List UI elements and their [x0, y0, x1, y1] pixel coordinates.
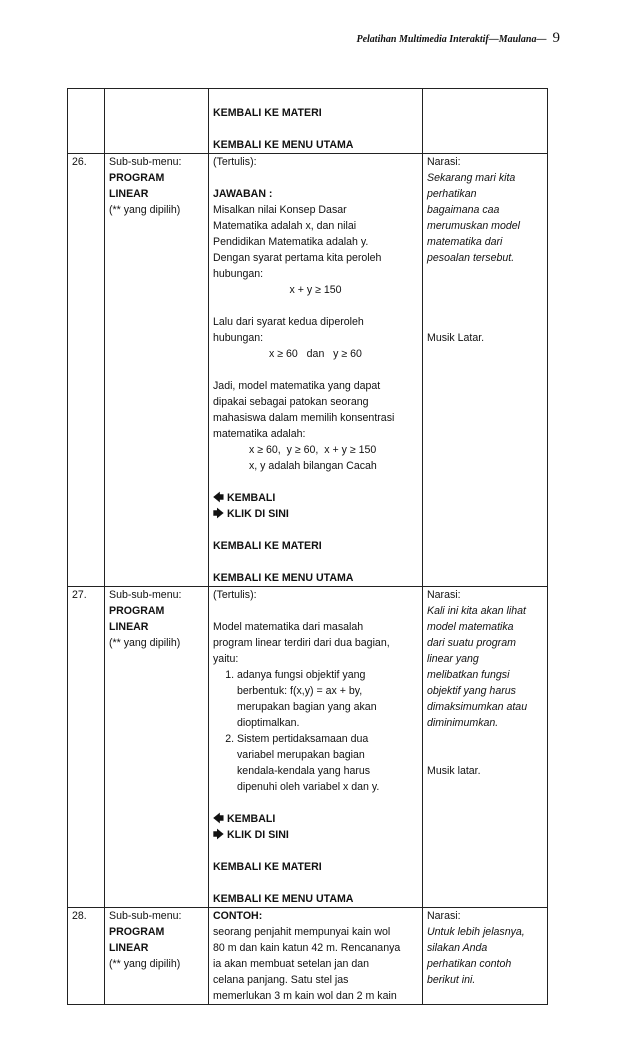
cell-narration: [423, 89, 548, 154]
kembali-ke-materi-link[interactable]: KEMBALI KE MATERI: [213, 540, 322, 552]
narasi-line: berikut ini.: [427, 974, 476, 986]
paragraph-line: hubungan:: [213, 268, 264, 280]
equation: x ≥ 60 dan y ≥ 60: [269, 348, 362, 360]
narasi-label: Narasi:: [427, 589, 461, 601]
kembali-ke-menu-utama-link[interactable]: KEMBALI KE MENU UTAMA: [213, 139, 354, 151]
kembali-ke-materi-link[interactable]: KEMBALI KE MATERI: [213, 861, 322, 873]
menu-topic: LINEAR: [109, 621, 149, 633]
musik-label: Musik Latar.: [427, 332, 485, 344]
narasi-line: diminimumkan.: [427, 717, 499, 729]
narasi-line: dari suatu program: [427, 637, 516, 649]
storyboard-table: [67, 88, 548, 1005]
narasi-line: silakan Anda: [427, 942, 488, 954]
cell-no: [68, 89, 105, 154]
tertulis-label: (Tertulis):: [213, 589, 257, 601]
menu-topic: PROGRAM: [109, 605, 165, 617]
cell-menu: [105, 154, 209, 587]
page-header: [0, 30, 560, 47]
paragraph-line: Misalkan nilai Konsep Dasar: [213, 204, 347, 216]
menu-note: (** yang dipilih): [109, 637, 181, 649]
cell-content: [209, 89, 423, 154]
list-line: dioptimalkan.: [237, 717, 300, 729]
paragraph-line: 80 m dan kain katun 42 m. Rencananya: [213, 942, 401, 954]
klik-di-sini-button[interactable]: [213, 827, 418, 843]
paragraph-line: ia akan membuat setelan jan dan: [213, 958, 370, 970]
row-number: 27.: [68, 587, 105, 908]
paragraph-line: Pendidikan Matematika adalah y.: [213, 236, 369, 248]
menu-note: (** yang dipilih): [109, 204, 181, 216]
narasi-line: matematika dari: [427, 236, 503, 248]
numbered-list: [213, 667, 418, 795]
menu-topic: LINEAR: [109, 188, 149, 200]
menu-label: Sub-sub-menu:: [109, 910, 182, 922]
cell-menu: [105, 89, 209, 154]
paragraph-line: celana panjang. Satu stel jas: [213, 974, 349, 986]
paragraph-line: yaitu:: [213, 653, 239, 665]
paragraph-line: Jadi, model matematika yang dapat: [213, 380, 381, 392]
list-line: variabel merupakan bagian: [237, 749, 365, 761]
narasi-line: dimaksimumkan atau: [427, 701, 528, 713]
table-row: [68, 587, 548, 908]
arrow-right-icon: 🡆: [213, 508, 224, 520]
paragraph-line: Matematika adalah x, dan nilai: [213, 220, 357, 232]
klik-label: KLIK DI SINI: [227, 829, 289, 841]
arrow-right-icon: 🡆: [213, 829, 224, 841]
paragraph-line: hubungan:: [213, 332, 264, 344]
table-row: [68, 154, 548, 587]
narasi-line: objektif yang harus: [427, 685, 516, 697]
narasi-line: perhatikan contoh: [427, 958, 512, 970]
narasi-line: melibatkan fungsi: [427, 669, 510, 681]
kembali-button[interactable]: [213, 811, 418, 827]
cell-content: [209, 587, 423, 908]
narasi-line: model matematika: [427, 621, 514, 633]
paragraph-line: matematika adalah:: [213, 428, 306, 440]
menu-label: Sub-sub-menu:: [109, 156, 182, 168]
narasi-line: perhatikan: [427, 188, 477, 200]
equation: x ≥ 60, y ≥ 60, x + y ≥ 150: [249, 444, 377, 456]
cell-narration: [423, 154, 548, 587]
list-line: berbentuk: f(x,y) = ax + by,: [237, 685, 363, 697]
narasi-label: Narasi:: [427, 910, 461, 922]
cell-content: [209, 154, 423, 587]
narasi-line: merumuskan model: [427, 220, 521, 232]
cell-narration: [423, 587, 548, 908]
narasi-line: Untuk lebih jelasnya,: [427, 926, 525, 938]
kembali-label: KEMBALI: [227, 492, 276, 504]
equation: x, y adalah bilangan Cacah: [249, 460, 377, 472]
narasi-line: pesoalan tersebut.: [427, 252, 515, 264]
paragraph-line: Lalu dari syarat kedua diperoleh: [213, 316, 364, 328]
jawaban-heading: JAWABAN :: [213, 188, 273, 200]
list-item: [237, 667, 418, 731]
paragraph-line: mahasiswa dalam memilih konsentrasi: [213, 412, 395, 424]
menu-topic: PROGRAM: [109, 172, 165, 184]
row-number: 28.: [68, 908, 105, 1005]
paragraph-line: program linear terdiri dari dua bagian,: [213, 637, 390, 649]
cell-content: [209, 908, 423, 1005]
tertulis-label: (Tertulis):: [213, 156, 257, 168]
header-title: Pelatihan Multimedia Interaktif—Maulana—: [356, 34, 547, 45]
paragraph-line: seorang penjahit mempunyai kain wol: [213, 926, 391, 938]
list-line: kendala-kendala yang harus: [237, 765, 371, 777]
arrow-left-icon: 🡄: [213, 813, 224, 825]
table-row: [68, 908, 548, 1005]
paragraph-line: Dengan syarat pertama kita peroleh: [213, 252, 382, 264]
kembali-label: KEMBALI: [227, 813, 276, 825]
kembali-button[interactable]: [213, 490, 418, 506]
cell-narration: [423, 908, 548, 1005]
klik-di-sini-button[interactable]: [213, 506, 418, 522]
cell-menu: [105, 587, 209, 908]
menu-topic: PROGRAM: [109, 926, 165, 938]
kembali-ke-materi-link[interactable]: KEMBALI KE MATERI: [213, 107, 322, 119]
narasi-line: linear yang: [427, 653, 479, 665]
kembali-ke-menu-utama-link[interactable]: KEMBALI KE MENU UTAMA: [213, 572, 354, 584]
page-number: 9: [552, 30, 560, 46]
cell-menu: [105, 908, 209, 1005]
list-line: dipenuhi oleh variabel x dan y.: [237, 781, 380, 793]
list-line: 1. adanya fungsi objektif yang: [237, 669, 366, 681]
list-line: 2. Sistem pertidaksamaan dua: [237, 733, 369, 745]
narasi-line: Sekarang mari kita: [427, 172, 516, 184]
paragraph-line: dipakai sebagai patokan seorang: [213, 396, 369, 408]
kembali-ke-menu-utama-link[interactable]: KEMBALI KE MENU UTAMA: [213, 893, 354, 905]
list-item: [237, 731, 418, 795]
narasi-line: bagaimana caa: [427, 204, 500, 216]
contoh-heading: CONTOH:: [213, 910, 263, 922]
musik-label: Musik latar.: [427, 765, 481, 777]
narasi-label: Narasi:: [427, 156, 461, 168]
narasi-line: Kali ini kita akan lihat: [427, 605, 526, 617]
row-number: 26.: [68, 154, 105, 587]
table-row: [68, 89, 548, 154]
list-line: merupakan bagian yang akan: [237, 701, 377, 713]
menu-topic: LINEAR: [109, 942, 149, 954]
paragraph-line: memerlukan 3 m kain wol dan 2 m kain: [213, 990, 397, 1002]
menu-label: Sub-sub-menu:: [109, 589, 182, 601]
klik-label: KLIK DI SINI: [227, 508, 289, 520]
paragraph-line: Model matematika dari masalah: [213, 621, 364, 633]
arrow-left-icon: 🡄: [213, 492, 224, 504]
equation: x + y ≥ 150: [289, 284, 342, 296]
menu-note: (** yang dipilih): [109, 958, 181, 970]
